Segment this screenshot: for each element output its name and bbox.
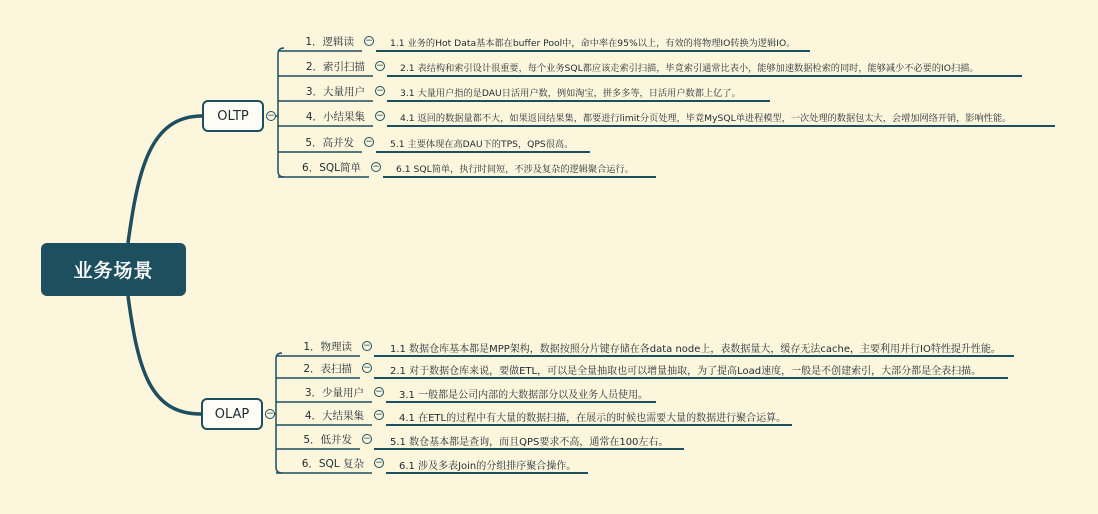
topic-detail-text[interactable]: 4.1 返回的数据量都不大，如果返回结果集，都要进行limit分页处理，毕竟MySQL单进程模型，一次处理的数据包太大，会增加网络开销，影响性能。 [400, 113, 1012, 124]
topic-label[interactable]: 5．低并发 [303, 434, 352, 446]
topic-detail-text[interactable]: 6.1 涉及多表Join的分组排序聚合操作。 [399, 461, 577, 472]
collapse-icon[interactable]: − [266, 409, 274, 419]
root-node[interactable] [41, 243, 186, 296]
root-label: 业务场景 [73, 260, 154, 282]
topic-detail-text[interactable]: 5.1 主要体现在高DAU下的TPS，QPS很高。 [390, 139, 574, 150]
collapse-icon[interactable]: − [363, 434, 371, 444]
branch-label: OLAP [214, 406, 250, 422]
topic-label[interactable]: 6．SQL 复杂 [301, 458, 364, 470]
topic-label[interactable]: 3．大量用户 [305, 86, 365, 98]
collapse-icon[interactable]: − [365, 137, 373, 147]
topic-label[interactable]: 4．大结果集 [304, 410, 364, 422]
topic-detail-text[interactable]: 1.1 数据仓库基本都是MPP架构，数据按照分片键存储在各data node上，表数据量大，缓存无法cache，主要利用并行IO特性提升性能。 [390, 344, 1001, 355]
topic-detail-text[interactable]: 2.1 对于数据仓库来说，要做ETL，可以是全量抽取也可以增量抽取，为了提高Load速度，一般是不创建索引，大部分都是全表扫描。 [390, 366, 982, 377]
collapse-icon[interactable]: − [372, 162, 380, 172]
collapse-icon[interactable]: − [363, 363, 371, 373]
topic-label[interactable]: 2．表扫描 [303, 363, 352, 375]
collapse-icon[interactable]: − [267, 111, 275, 121]
collapse-icon[interactable]: − [363, 341, 371, 351]
topic-detail-text[interactable]: 4.1 在ETL的过程中有大量的数据扫描，在展示的时候也需要大量的数据进行聚合运算。 [399, 413, 787, 424]
topic-label[interactable]: 5．高并发 [305, 137, 354, 149]
collapse-icon[interactable]: − [375, 387, 383, 397]
root-to-olap-connector [128, 296, 201, 414]
topic-label[interactable]: 1．物理读 [303, 341, 352, 353]
topic-detail-text[interactable]: 5.1 数仓基本都是查询，而且QPS要求不高，通常在100左右。 [390, 437, 669, 448]
topic-detail-text[interactable]: 3.1 大量用户指的是DAU日活用户数，例如淘宝，拼多多等，日活用户数都上亿了。 [400, 88, 741, 99]
topic-detail-text[interactable]: 6.1 SQL简单，执行时间短，不涉及复杂的逻辑聚合运行。 [396, 164, 634, 175]
root-to-oltp-connector [128, 116, 202, 243]
spine-connector [278, 48, 284, 177]
branch-node-oltp[interactable] [202, 100, 264, 132]
topic-label[interactable]: 2．索引扫描 [305, 61, 365, 73]
topic-detail-text[interactable]: 3.1 一般都是公司内部的大数据部分以及业务人员使用。 [399, 390, 649, 401]
topic-label[interactable]: 6．SQL简单 [302, 162, 361, 174]
topic-detail-text[interactable]: 1.1 业务的Hot Data基本都在buffer Pool中，命中率在95%以上，有效的将物理IO转换为逻辑IO。 [390, 38, 796, 49]
spine-connector [276, 353, 282, 473]
collapse-icon[interactable]: − [375, 458, 383, 468]
collapse-icon[interactable]: − [365, 36, 373, 46]
topic-label[interactable]: 3．少量用户 [304, 387, 364, 399]
topic-detail-text[interactable]: 2.1 表结构和索引设计很重要，每个业务SQL都应该走索引扫描，毕竟索引通常比表小，能够加速数据检索的同时，能够减少不必要的IO扫描。 [400, 63, 979, 74]
collapse-icon[interactable]: − [376, 111, 384, 121]
branch-label: OLTP [217, 108, 249, 124]
collapse-icon[interactable]: − [376, 86, 384, 96]
topic-label[interactable]: 4．小结果集 [305, 111, 365, 123]
collapse-icon[interactable]: − [375, 410, 383, 420]
collapse-icon[interactable]: − [376, 61, 384, 71]
topic-label[interactable]: 1．逻辑读 [305, 36, 354, 48]
branch-node-olap[interactable] [201, 398, 263, 430]
